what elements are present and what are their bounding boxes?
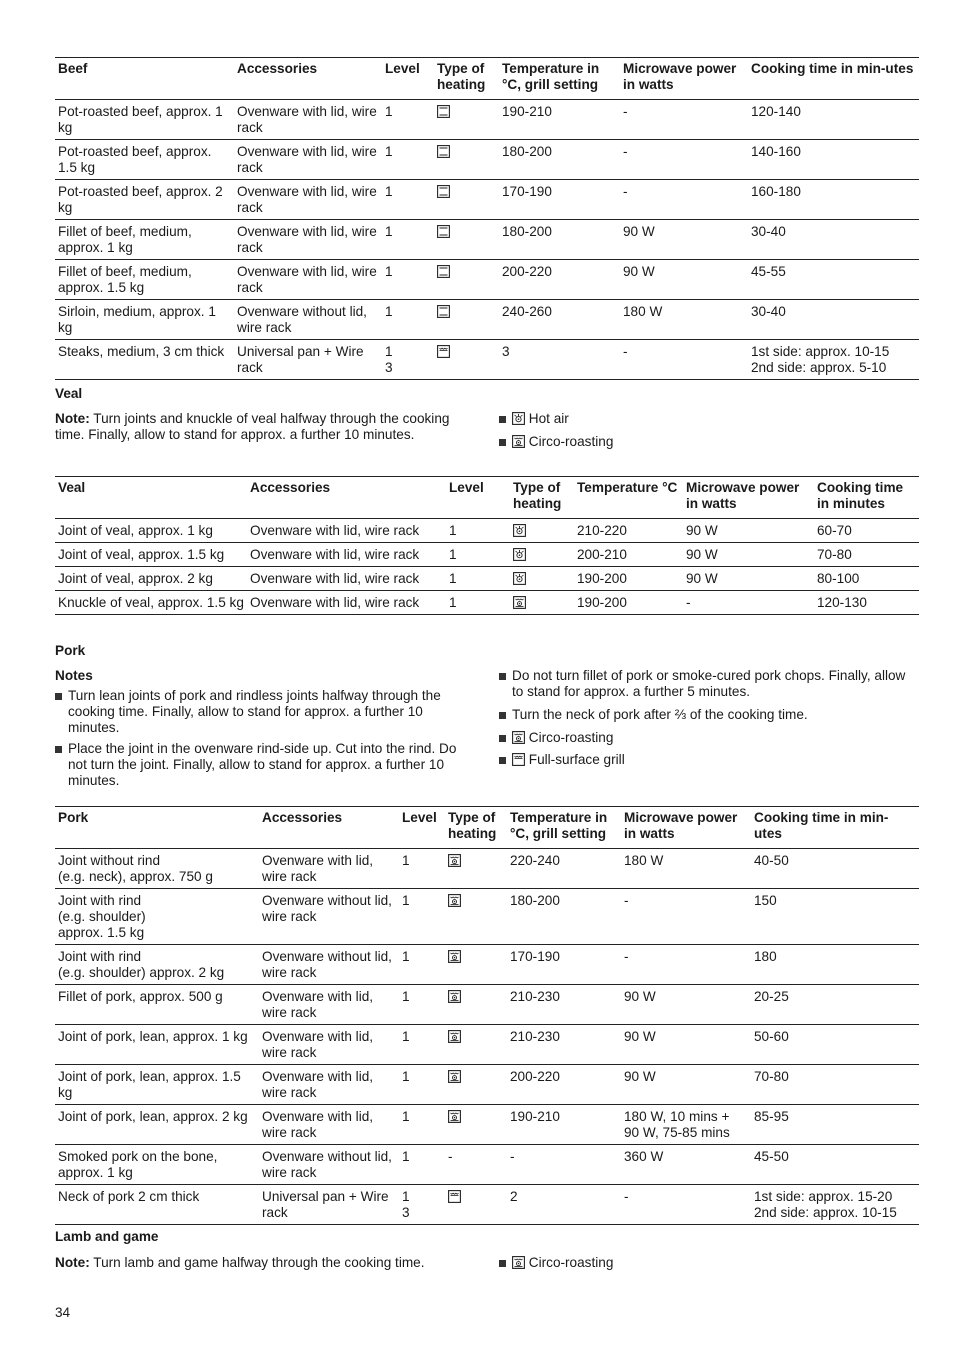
pork-notes-title: Notes xyxy=(55,668,93,683)
temp-cell: 210-230 xyxy=(507,1025,621,1065)
circo-roasting-icon xyxy=(448,1070,461,1083)
level-cell: 1 xyxy=(446,543,510,567)
temp-cell: 180-200 xyxy=(499,220,620,260)
temp-cell: 220-240 xyxy=(507,849,621,889)
mw-cell: 90 W xyxy=(620,220,748,260)
table-row xyxy=(55,591,919,615)
acc-cell: Ovenware with lid, wire rack xyxy=(234,140,382,180)
veal-header-heat: Type of heating xyxy=(513,480,562,511)
dish-cell: Joint of pork, lean, approx. 1.5 kg xyxy=(55,1065,259,1105)
level-cell: 1 xyxy=(382,300,434,340)
pork-title: Pork xyxy=(55,643,86,658)
circo-roasting-icon xyxy=(512,435,525,448)
time-cell: 160-180 xyxy=(748,180,919,220)
temp-cell: 190-210 xyxy=(507,1105,621,1145)
veal-title: Veal xyxy=(55,386,83,401)
temp-cell: 170-190 xyxy=(507,945,621,985)
level-cell: 1 xyxy=(399,1025,445,1065)
dish-cell: Knuckle of veal, approx. 1.5 kg xyxy=(55,591,247,615)
legend-item xyxy=(499,752,919,768)
time-cell: 1st side: approx. 15-20 2nd side: approx. 10-15 xyxy=(751,1185,919,1225)
temp-cell: 210-230 xyxy=(507,985,621,1025)
table-row xyxy=(55,1065,919,1105)
temp-cell: 180-200 xyxy=(499,140,620,180)
mw-cell: - xyxy=(620,340,748,380)
veal-legend xyxy=(499,411,799,457)
acc-cell: Ovenware with lid, wire rack xyxy=(234,180,382,220)
heating-type-cell xyxy=(510,591,574,615)
acc-cell: Ovenware without lid, wire rack xyxy=(259,945,399,985)
temp-cell: 190-200 xyxy=(574,591,683,615)
time-cell: 30-40 xyxy=(748,220,919,260)
acc-cell: Ovenware with lid, wire rack xyxy=(259,849,399,889)
table-row xyxy=(55,1105,919,1145)
dish-cell: Joint of veal, approx. 2 kg xyxy=(55,567,247,591)
pork-header-temp: Temperature in °C, grill setting xyxy=(510,810,608,841)
hot-air-icon xyxy=(513,548,526,561)
time-cell: 120-140 xyxy=(748,100,919,140)
heating-type-cell xyxy=(434,260,499,300)
time-cell: 60-70 xyxy=(814,519,919,543)
pork-header-acc: Accessories xyxy=(262,810,343,825)
table-row xyxy=(55,340,919,380)
mw-cell: 90 W xyxy=(620,260,748,300)
level-cell: 1 xyxy=(399,945,445,985)
temp-cell: 190-210 xyxy=(499,100,620,140)
heating-type-cell xyxy=(445,889,507,945)
dish-cell: Pot-roasted beef, approx. 1.5 kg xyxy=(55,140,234,180)
table-row xyxy=(55,543,919,567)
heating-type-cell xyxy=(445,1185,507,1225)
beef-header-acc: Accessories xyxy=(237,61,318,76)
time-cell: 45-55 xyxy=(748,260,919,300)
acc-cell: Universal pan + Wire rack xyxy=(234,340,382,380)
legend-label: Circo-roasting xyxy=(525,730,614,745)
heating-type-cell xyxy=(510,543,574,567)
dish-cell: Sirloin, medium, approx. 1 kg xyxy=(55,300,234,340)
dish-cell: Neck of pork 2 cm thick xyxy=(55,1185,259,1225)
circo-roasting-icon xyxy=(448,990,461,1003)
temp-cell: 170-190 xyxy=(499,180,620,220)
dish-cell: Joint without rind (e.g. neck), approx. 750 g xyxy=(55,849,259,889)
table-row xyxy=(55,140,919,180)
acc-cell: Ovenware with lid, wire rack xyxy=(234,220,382,260)
veal-header-row xyxy=(55,477,919,519)
level-cell: 1 xyxy=(399,1145,445,1185)
circo-roasting-icon xyxy=(448,1030,461,1043)
level-cell: 1 xyxy=(382,140,434,180)
mw-cell: - xyxy=(620,100,748,140)
table-row xyxy=(55,985,919,1025)
acc-cell: Ovenware with lid, wire rack xyxy=(259,1105,399,1145)
mw-cell: - xyxy=(620,180,748,220)
level-cell: 1 xyxy=(446,567,510,591)
time-cell: 45-50 xyxy=(751,1145,919,1185)
dish-cell: Joint with rind (e.g. shoulder) approx. 2 kg xyxy=(55,945,259,985)
heating-type-cell xyxy=(434,220,499,260)
acc-cell: Ovenware with lid, wire rack xyxy=(234,100,382,140)
level-cell: 1 xyxy=(446,591,510,615)
level-cell: 1 xyxy=(399,849,445,889)
acc-cell: Ovenware with lid, wire rack xyxy=(247,591,446,615)
beef-header-time: Cooking time in min-utes xyxy=(751,61,914,76)
heating-type-cell xyxy=(445,945,507,985)
full-surface-grill-icon xyxy=(437,345,450,358)
top-bottom-heating-icon xyxy=(437,265,450,278)
time-cell: 70-80 xyxy=(751,1065,919,1105)
acc-cell: Ovenware with lid, wire rack xyxy=(247,543,446,567)
top-bottom-heating-icon xyxy=(437,305,450,318)
table-row xyxy=(55,1145,919,1185)
legend-label: Circo-roasting xyxy=(525,1255,614,1270)
mw-cell: 90 W xyxy=(621,985,751,1025)
mw-cell: - xyxy=(620,140,748,180)
note-bullet: Turn lean joints of pork and rindless joints halfway through the cooking time. Finally, allow to stand for approx. a further 10 minutes. xyxy=(55,688,471,736)
table-row xyxy=(55,1185,919,1225)
time-cell: 120-130 xyxy=(814,591,919,615)
beef-header-temp: Temperature in °C, grill setting xyxy=(502,61,600,92)
temp-cell: 200-220 xyxy=(507,1065,621,1105)
heating-type-cell: - xyxy=(445,1145,507,1185)
mw-cell: - xyxy=(621,1185,751,1225)
time-cell: 30-40 xyxy=(748,300,919,340)
level-cell: 1 xyxy=(382,100,434,140)
full-surface-grill-icon xyxy=(448,1190,461,1203)
heating-type-cell xyxy=(434,100,499,140)
mw-cell: 90 W xyxy=(621,1025,751,1065)
hot-air-icon xyxy=(513,524,526,537)
mw-cell: 90 W xyxy=(683,543,814,567)
level-cell: 1 xyxy=(399,1065,445,1105)
table-row xyxy=(55,519,919,543)
table-row xyxy=(55,100,919,140)
note-bullet: Turn the neck of pork after ⅔ of the cooking time. xyxy=(499,707,919,723)
veal-header-level: Level xyxy=(449,480,484,495)
pork-header-level: Level xyxy=(402,810,437,825)
veal-header-time: Cooking time in minutes xyxy=(817,480,904,511)
circo-roasting-icon xyxy=(448,1110,461,1123)
acc-cell: Universal pan + Wire rack xyxy=(259,1185,399,1225)
dish-cell: Joint with rind (e.g. shoulder) approx. 1.5 kg xyxy=(55,889,259,945)
time-cell: 80-100 xyxy=(814,567,919,591)
mw-cell: - xyxy=(683,591,814,615)
pork-notes-right xyxy=(499,668,919,774)
legend-label: Circo-roasting xyxy=(525,434,614,449)
circo-roasting-icon xyxy=(448,894,461,907)
table-row xyxy=(55,889,919,945)
temp-cell: 240-260 xyxy=(499,300,620,340)
time-cell: 150 xyxy=(751,889,919,945)
hot-air-icon xyxy=(513,572,526,585)
time-cell: 50-60 xyxy=(751,1025,919,1065)
acc-cell: Ovenware with lid, wire rack xyxy=(247,567,446,591)
note-bullet: Do not turn fillet of pork or smoke-cured pork chops. Finally, allow to stand for approx. a further 5 minutes. xyxy=(499,668,919,700)
hot-air-icon xyxy=(512,412,525,425)
time-cell: 70-80 xyxy=(814,543,919,567)
veal-header-dish: Veal xyxy=(58,480,86,495)
temp-cell: 200-210 xyxy=(574,543,683,567)
circo-roasting-icon xyxy=(448,854,461,867)
pork-table xyxy=(55,806,919,1225)
heating-type-cell xyxy=(510,567,574,591)
acc-cell: Ovenware with lid, wire rack xyxy=(259,1065,399,1105)
heating-type-cell xyxy=(445,1105,507,1145)
dish-cell: Fillet of pork, approx. 500 g xyxy=(55,985,259,1025)
dish-cell: Fillet of beef, medium, approx. 1.5 kg xyxy=(55,260,234,300)
pork-header-row xyxy=(55,807,919,849)
pork-header-time: Cooking time in min-utes xyxy=(754,810,889,841)
mw-cell: 90 W xyxy=(683,519,814,543)
mw-cell: 180 W, 10 mins + 90 W, 75-85 mins xyxy=(621,1105,751,1145)
pork-header-mw: Microwave power in watts xyxy=(624,810,738,841)
veal-table xyxy=(55,476,919,615)
level-cell: 1 xyxy=(382,180,434,220)
level-cell: 1 xyxy=(399,889,445,945)
mw-cell: - xyxy=(621,889,751,945)
legend-item xyxy=(499,1255,799,1271)
top-bottom-heating-icon xyxy=(437,145,450,158)
beef-header-level: Level xyxy=(385,61,420,76)
heating-type-cell xyxy=(445,1025,507,1065)
circo-roasting-icon xyxy=(512,1256,525,1269)
legend-item xyxy=(499,730,919,746)
veal-note-label: Note: xyxy=(55,411,90,426)
beef-header-dish: Beef xyxy=(58,61,88,76)
beef-header-row xyxy=(55,58,919,100)
legend-label: Full-surface grill xyxy=(525,752,625,767)
pork-header-heat: Type of heating xyxy=(448,810,497,841)
mw-cell: 180 W xyxy=(620,300,748,340)
dish-cell: Smoked pork on the bone, approx. 1 kg xyxy=(55,1145,259,1185)
temp-cell: 3 xyxy=(499,340,620,380)
heating-type-cell xyxy=(434,140,499,180)
time-cell: 40-50 xyxy=(751,849,919,889)
temp-cell: 210-220 xyxy=(574,519,683,543)
heating-type-cell xyxy=(445,1065,507,1105)
pork-header-dish: Pork xyxy=(58,810,89,825)
table-row xyxy=(55,300,919,340)
top-bottom-heating-icon xyxy=(437,105,450,118)
top-bottom-heating-icon xyxy=(437,185,450,198)
level-cell: 1 xyxy=(399,985,445,1025)
temp-cell: 180-200 xyxy=(507,889,621,945)
mw-cell: 180 W xyxy=(621,849,751,889)
veal-header-acc: Accessories xyxy=(250,480,331,495)
table-row xyxy=(55,180,919,220)
circo-roasting-icon xyxy=(512,731,525,744)
acc-cell: Ovenware with lid, wire rack xyxy=(234,260,382,300)
table-row xyxy=(55,1025,919,1065)
circo-roasting-icon xyxy=(513,596,526,609)
top-bottom-heating-icon xyxy=(437,225,450,238)
mw-cell: 360 W xyxy=(621,1145,751,1185)
mw-cell: 90 W xyxy=(683,567,814,591)
legend-item xyxy=(499,411,799,427)
lamb-title: Lamb and game xyxy=(55,1229,159,1244)
acc-cell: Ovenware without lid, wire rack xyxy=(259,1145,399,1185)
circo-roasting-icon xyxy=(448,950,461,963)
heating-type-cell xyxy=(434,340,499,380)
heating-type-cell xyxy=(510,519,574,543)
beef-table xyxy=(55,57,919,380)
table-row xyxy=(55,567,919,591)
level-cell: 1 3 xyxy=(382,340,434,380)
time-cell: 180 xyxy=(751,945,919,985)
veal-note-text: Turn joints and knuckle of veal halfway through the cooking time. Finally, allow to stand for approx. a further 10 minutes. xyxy=(55,411,450,442)
table-row xyxy=(55,220,919,260)
beef-header-heat: Type of heating xyxy=(437,61,486,92)
pork-notes-left xyxy=(55,688,471,794)
lamb-note-label: Note: xyxy=(55,1255,90,1270)
dish-cell: Pot-roasted beef, approx. 1 kg xyxy=(55,100,234,140)
dish-cell: Pot-roasted beef, approx. 2 kg xyxy=(55,180,234,220)
level-cell: 1 xyxy=(399,1105,445,1145)
dish-cell: Joint of pork, lean, approx. 1 kg xyxy=(55,1025,259,1065)
dish-cell: Joint of veal, approx. 1 kg xyxy=(55,519,247,543)
beef-header-mw: Microwave power in watts xyxy=(623,61,737,92)
heating-type-cell xyxy=(445,849,507,889)
temp-cell: 2 xyxy=(507,1185,621,1225)
note-bullet: Place the joint in the ovenware rind-side up. Cut into the rind. Do not turn the joint. Finally, allow to stand for approx. a further 10 minutes. xyxy=(55,741,471,789)
mw-cell: - xyxy=(621,945,751,985)
dish-cell: Steaks, medium, 3 cm thick xyxy=(55,340,234,380)
heating-type-cell xyxy=(445,985,507,1025)
time-cell: 1st side: approx. 10-15 2nd side: approx. 5-10 xyxy=(748,340,919,380)
acc-cell: Ovenware with lid, wire rack xyxy=(259,985,399,1025)
acc-cell: Ovenware without lid, wire rack xyxy=(259,889,399,945)
mw-cell: 90 W xyxy=(621,1065,751,1105)
veal-note xyxy=(55,411,455,443)
level-cell: 1 3 xyxy=(399,1185,445,1225)
heating-type-cell xyxy=(434,180,499,220)
dish-cell: Joint of veal, approx. 1.5 kg xyxy=(55,543,247,567)
level-cell: 1 xyxy=(446,519,510,543)
acc-cell: Ovenware without lid, wire rack xyxy=(234,300,382,340)
page-number: 34 xyxy=(55,1305,71,1320)
level-cell: 1 xyxy=(382,220,434,260)
table-row xyxy=(55,260,919,300)
acc-cell: Ovenware with lid, wire rack xyxy=(259,1025,399,1065)
time-cell: 85-95 xyxy=(751,1105,919,1145)
table-row xyxy=(55,849,919,889)
dish-cell: Joint of pork, lean, approx. 2 kg xyxy=(55,1105,259,1145)
legend-item xyxy=(499,434,799,450)
heating-type-cell xyxy=(434,300,499,340)
temp-cell: - xyxy=(507,1145,621,1185)
veal-header-mw: Microwave power in watts xyxy=(686,480,800,511)
lamb-note-text: Turn lamb and game halfway through the cooking time. xyxy=(89,1255,425,1270)
time-cell: 140-160 xyxy=(748,140,919,180)
veal-header-temp: Temperature °C xyxy=(577,480,678,495)
full-surface-grill-icon xyxy=(512,753,525,766)
acc-cell: Ovenware with lid, wire rack xyxy=(247,519,446,543)
table-row xyxy=(55,945,919,985)
time-cell: 20-25 xyxy=(751,985,919,1025)
dish-cell: Fillet of beef, medium, approx. 1 kg xyxy=(55,220,234,260)
level-cell: 1 xyxy=(382,260,434,300)
temp-cell: 200-220 xyxy=(499,260,620,300)
lamb-note xyxy=(55,1255,485,1271)
lamb-legend xyxy=(499,1255,799,1277)
temp-cell: 190-200 xyxy=(574,567,683,591)
legend-label: Hot air xyxy=(525,411,569,426)
